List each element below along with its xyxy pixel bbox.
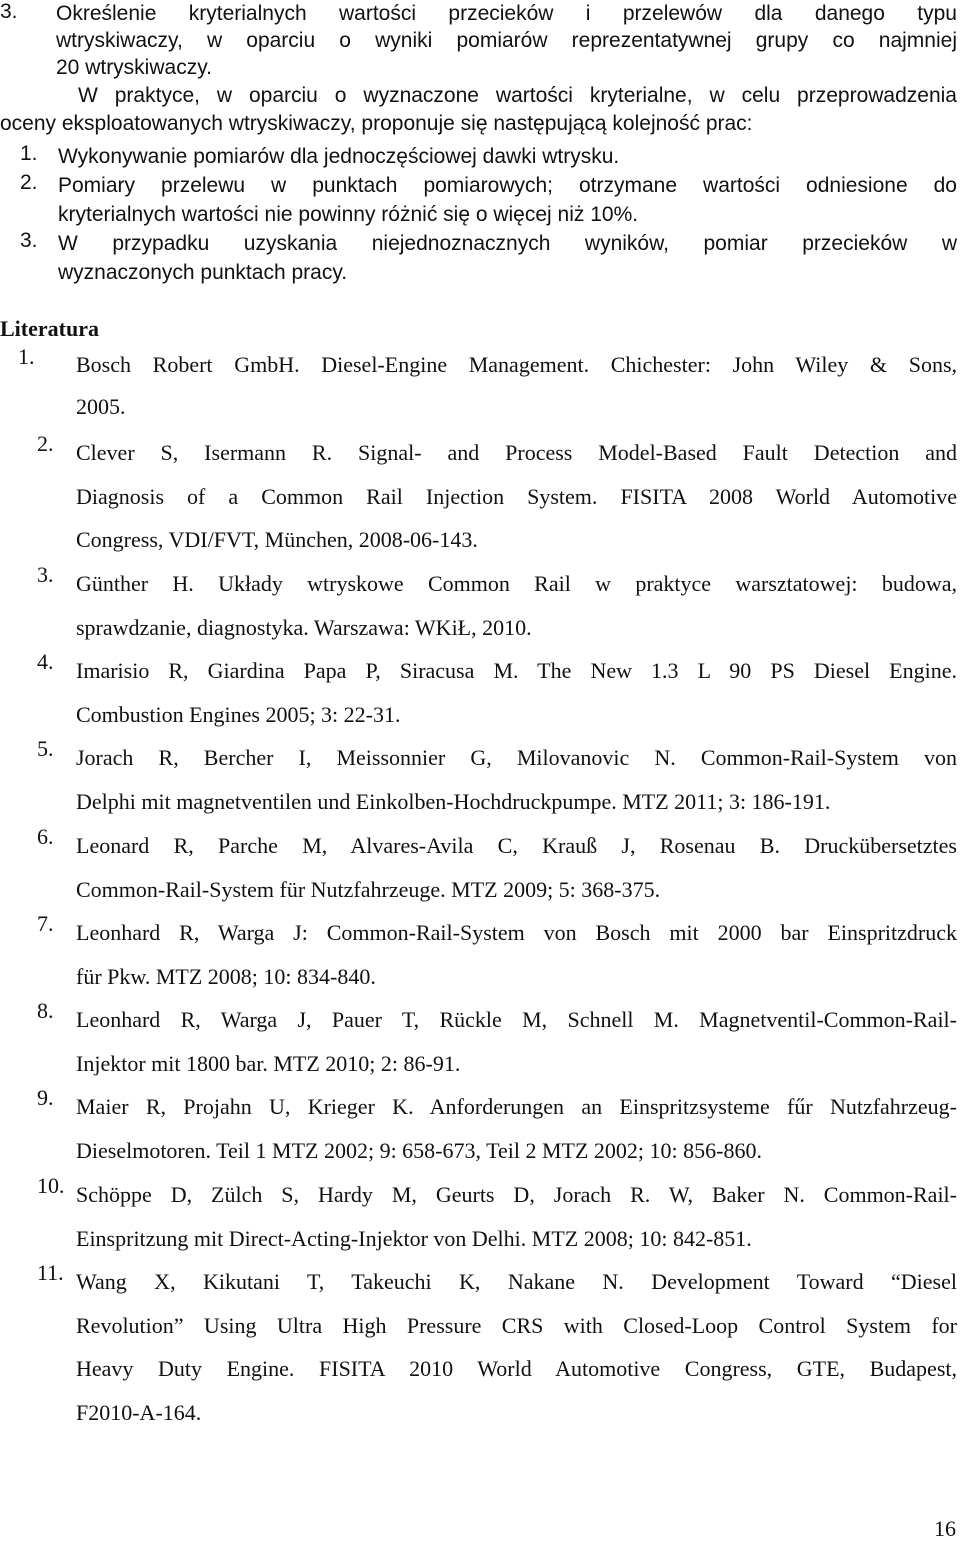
reference-line: Delphi mit magnetventilen und Einkolben-Hochdruckpumpe. MTZ 2011; 3: 186-191.: [76, 788, 831, 814]
step-number: 3.: [20, 229, 38, 252]
paragraph-line: W praktyce, w oparciu o wyznaczone wartości kryterialne, w celu przeprowadzenia: [78, 84, 957, 107]
reference-number: 10.: [37, 1173, 65, 1198]
reference-line: Imarisio R, Giardina Papa P, Siracusa M. The New 1.3 L 90 PS Diesel Engine.: [76, 658, 957, 683]
reference-line: Heavy Duty Engine. FISITA 2010 World Automotive Congress, GTE, Budapest,: [76, 1356, 957, 1381]
reference-line: Wang X, Kikutani T, Takeuchi K, Nakane N. Development Toward “Diesel: [76, 1269, 957, 1294]
reference-line: sprawdzanie, diagnostyka. Warszawa: WKiŁ, 2010.: [76, 614, 532, 640]
reference-line: Common-Rail-System für Nutzfahrzeuge. MTZ 2009; 5: 368-375.: [76, 876, 661, 902]
reference-line: Leonhard R, Warga J: Common-Rail-System von Bosch mit 2000 bar Einspritzdruck: [76, 920, 957, 945]
item-line: Określenie kryterialnych wartości przecieków i przelewów dla danego typu: [56, 2, 957, 25]
reference-line: Leonhard R, Warga J, Pauer T, Rückle M, Schnell M. Magnetventil-Common-Rail-: [76, 1007, 957, 1032]
reference-line: Combustion Engines 2005; 3: 22-31.: [76, 701, 401, 727]
reference-number: 7.: [37, 911, 54, 936]
reference-number: 3.: [37, 562, 54, 587]
reference-number: 4.: [37, 649, 54, 674]
step-number: 2.: [20, 171, 38, 194]
step-line: Wykonywanie pomiarów dla jednoczęściowej dawki wtrysku.: [58, 145, 620, 168]
reference-number: 8.: [37, 998, 54, 1023]
reference-line: Congress, VDI/FVT, München, 2008-06-143.: [76, 527, 478, 552]
reference-number: 11.: [37, 1260, 64, 1285]
literature-heading: Literatura: [0, 316, 99, 341]
item-number: 3.: [0, 0, 18, 23]
reference-line: Clever S, Isermann R. Signal- and Process Model-Based Fault Detection and: [76, 440, 957, 465]
reference-line: Jorach R, Bercher I, Meissonnier G, Milovanovic N. Common-Rail-System von: [76, 745, 957, 770]
reference-line: für Pkw. MTZ 2008; 10: 834-840.: [76, 963, 376, 989]
step-line: Pomiary przelewu w punktach pomiarowych; otrzymane wartości odniesione do: [58, 174, 957, 197]
reference-line: Revolution” Using Ultra High Pressure CRS with Closed-Loop Control System for: [76, 1312, 957, 1338]
intro-paragraph: [0, 82, 957, 138]
reference-line: 2005.: [76, 394, 126, 419]
step-line: wyznaczonych punktach pracy.: [58, 261, 348, 284]
reference-number: 1.: [18, 344, 35, 369]
reference-line: Injektor mit 1800 bar. MTZ 2010; 2: 86-91.: [76, 1050, 461, 1076]
reference-line: Diagnosis of a Common Rail Injection System. FISITA 2008 World Automotive: [76, 483, 957, 509]
reference-line: Einspritzung mit Direct-Acting-Injektor von Delhi. MTZ 2008; 10: 842-851.: [76, 1225, 752, 1251]
page-number: 16: [934, 1516, 956, 1541]
reference-line: Maier R, Projahn U, Krieger K. Anforderungen an Einspritzsysteme fűr Nutzfahrzeug-: [76, 1094, 957, 1119]
reference-number: 5.: [37, 736, 54, 761]
reference-line: Bosch Robert GmbH. Diesel-Engine Management. Chichester: John Wiley & Sons,: [76, 352, 957, 377]
item-text: [56, 0, 957, 81]
paragraph-line: oceny eksploatowanych wtryskiwaczy, proponuje się następującą kolejność prac:: [0, 112, 753, 135]
step-number: 1.: [20, 142, 38, 165]
step-line: W przypadku uzyskania niejednoznacznych wyników, pomiar przecieków w: [58, 232, 957, 255]
reference-line: Schöppe D, Zülch S, Hardy M, Geurts D, Jorach R. W, Baker N. Common-Rail-: [76, 1182, 957, 1207]
reference-line: F2010-A-164.: [76, 1399, 202, 1425]
item-line: 20 wtryskiwaczy.: [56, 56, 212, 79]
reference-line: Leonard R, Parche M, Alvares-Avila C, Krauß J, Rosenau B. Druckübersetztes: [76, 833, 957, 858]
reference-number: 9.: [37, 1085, 54, 1110]
step-line: kryterialnych wartości nie powinny różnić się o więcej niż 10%.: [58, 203, 639, 226]
reference-number: 2.: [37, 431, 54, 456]
item-line: wtryskiwaczy, w oparciu o wyniki pomiarów reprezentatywnej grupy co najmniej: [56, 29, 957, 52]
reference-line: Dieselmotoren. Teil 1 MTZ 2002; 9: 658-673, Teil 2 MTZ 2002; 10: 856-860.: [76, 1137, 762, 1163]
reference-number: 6.: [37, 824, 54, 849]
reference-line: Günther H. Układy wtryskowe Common Rail w praktyce warsztatowej: budowa,: [76, 571, 957, 596]
